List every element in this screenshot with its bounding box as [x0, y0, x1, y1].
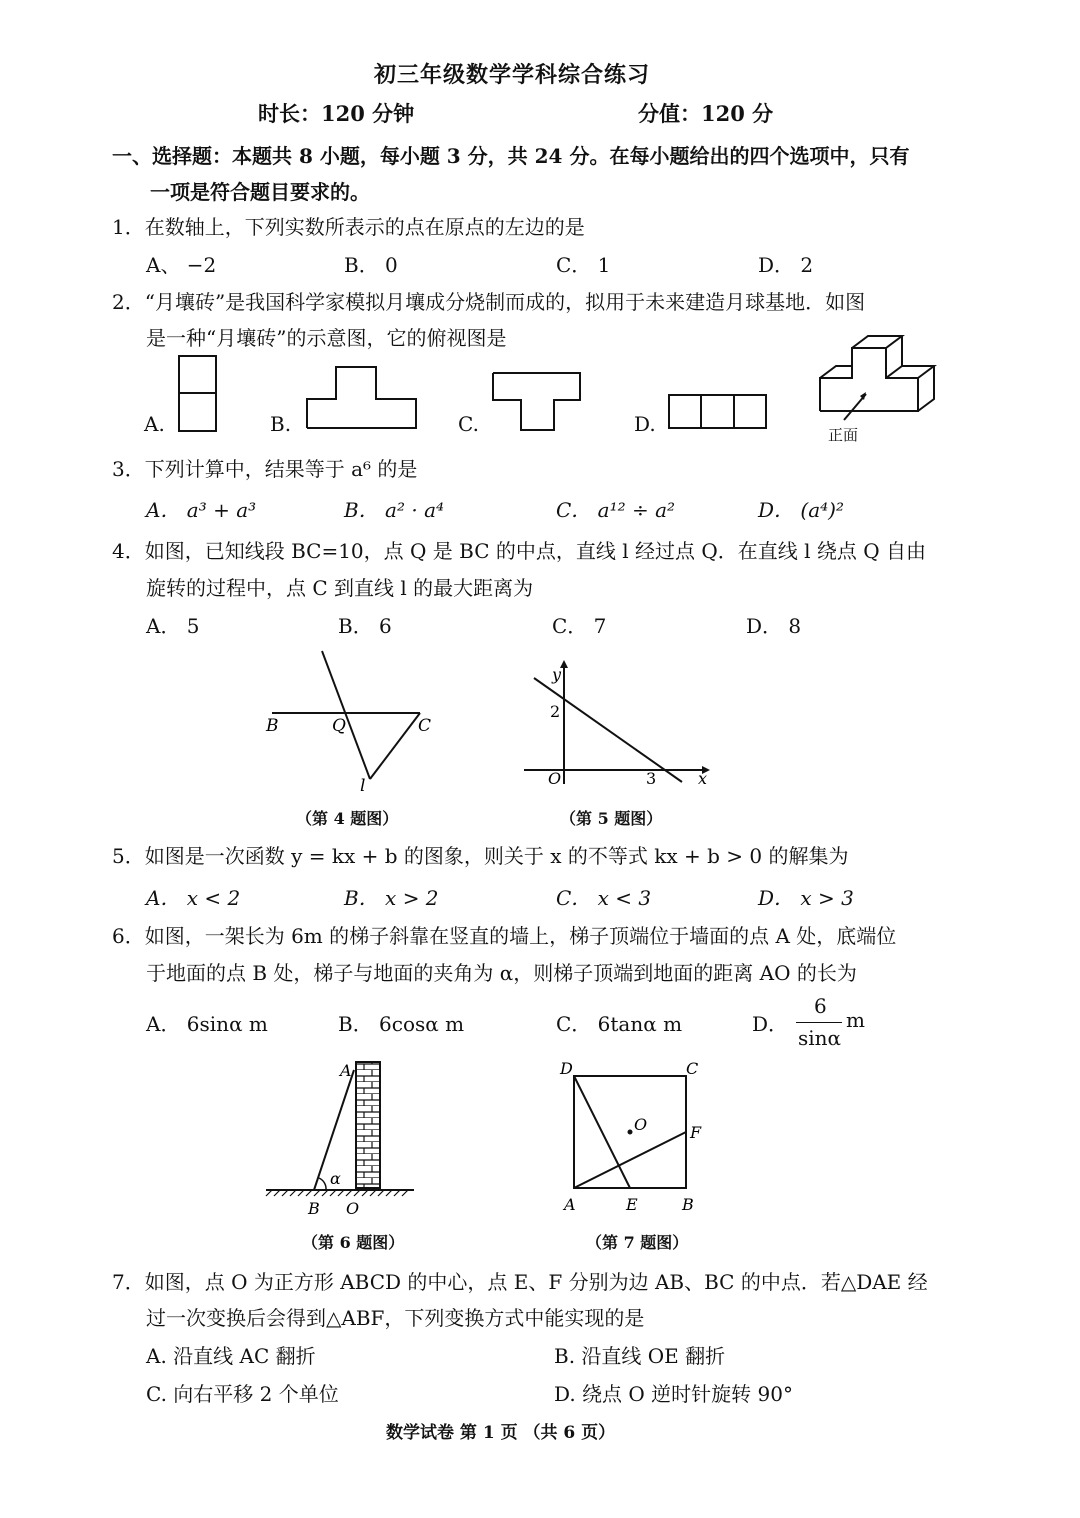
figure-6-label-alpha: α — [330, 1169, 341, 1188]
question-5-option-d: D． x > 3 — [758, 886, 854, 910]
figure-5 — [520, 660, 720, 790]
question-3-stem: 3．下列计算中，结果等于 a⁶ 的是 — [112, 457, 418, 481]
question-4-option-b: B． 6 — [338, 614, 392, 638]
figure-7-label-b: B — [682, 1195, 694, 1214]
question-1-option-a: A、 −2 — [146, 253, 217, 277]
figure-5-label-3: 3 — [646, 769, 657, 788]
question-5-option-b: B． x > 2 — [344, 886, 439, 910]
figure-4-label-b: B — [266, 716, 279, 736]
question-6-option-d-unit: m — [846, 1008, 865, 1032]
question-4-option-a: A． 5 — [146, 614, 200, 638]
question-1-option-c: C． 1 — [556, 253, 611, 277]
question-7-option-d: D. 绕点 O 逆时针旋转 90° — [554, 1382, 793, 1406]
question-6-line2: 于地面的点 B 处，梯子与地面的夹角为 α，则梯子顶端到地面的距离 AO 的长为 — [146, 961, 857, 985]
question-2-label-d: D. — [634, 412, 656, 436]
question-6-option-b: B． 6cosα m — [338, 1012, 465, 1036]
question-4-line1: 4．如图，已知线段 BC=10，点 Q 是 BC 的中点，直线 l 经过点 Q．在直线 l 绕点 Q 自由 — [112, 539, 926, 563]
exam-score: 分值：120 分 — [638, 101, 774, 126]
figure-4-caption: （第 4 题图） — [296, 809, 399, 828]
question-1-stem: 1．在数轴上，下列实数所表示的点在原点的左边的是 — [112, 215, 585, 239]
question-5-option-c: C． x < 3 — [556, 886, 652, 910]
question-1-option-b: B． 0 — [344, 253, 398, 277]
question-4-option-c: C． 7 — [552, 614, 607, 638]
question-2-figure-d — [668, 394, 768, 430]
figure-5-label-x: x — [698, 769, 708, 788]
question-2-label-c: C. — [458, 412, 479, 436]
figure-6-label-b: B — [308, 1199, 320, 1218]
figure-4 — [262, 645, 442, 795]
figure-7-label-a: A — [564, 1195, 576, 1214]
figure-6-label-a: A — [340, 1061, 352, 1080]
question-2-line1: 2．“月壤砖”是我国科学家模拟月壤成分烧制而成的，拟用于未来建造月球基地．如图 — [112, 290, 866, 314]
section-heading-line1: 一、选择题：本题共 8 小题，每小题 3 分，共 24 分。在每小题给出的四个选项中，只有 — [112, 144, 910, 168]
question-2-figure-a — [178, 355, 218, 433]
question-2-label-b: B. — [270, 412, 292, 436]
question-7-line1: 7．如图，点 O 为正方形 ABCD 的中心，点 E、F 分别为边 AB、BC 的中点．若△DAE 经 — [112, 1270, 928, 1294]
figure-5-caption: （第 5 题图） — [560, 809, 663, 828]
question-3-option-c: C． a¹² ÷ a² — [556, 498, 676, 522]
question-7-line2: 过一次变换后会得到△ABF，下列变换方式中能实现的是 — [146, 1306, 645, 1330]
page-footer: 数学试卷 第 1 页 （共 6 页） — [386, 1423, 616, 1443]
figure-7-label-c: C — [686, 1059, 699, 1078]
question-2-line2: 是一种“月壤砖”的示意图，它的俯视图是 — [146, 326, 507, 350]
question-3-option-b: B． a² · a⁴ — [344, 498, 445, 522]
figure-4-label-l: l — [360, 776, 366, 796]
question-5-stem: 5．如图是一次函数 y = kx + b 的图象，则关于 x 的不等式 kx + b > 0 的解集为 — [112, 844, 849, 868]
question-4-line2: 旋转的过程中，点 C 到直线 l 的最大距离为 — [146, 576, 534, 600]
front-view-label: 正面 — [828, 426, 859, 444]
question-2-label-a: A. — [144, 412, 165, 436]
figure-6-caption: （第 6 题图） — [302, 1233, 405, 1252]
question-5-option-a: A． x < 2 — [146, 886, 241, 910]
figure-5-label-y: y — [552, 665, 562, 684]
question-6-option-d-denominator: sinα — [798, 1026, 842, 1050]
question-3-option-a: A． a³ + a³ — [146, 498, 257, 522]
question-1-option-d: D． 2 — [758, 253, 814, 277]
figure-6-label-o: O — [346, 1199, 360, 1218]
section-heading-line2: 一项是符合题目要求的。 — [150, 180, 370, 204]
figure-4-label-c: C — [418, 716, 432, 736]
question-6-option-c: C． 6tanα m — [556, 1012, 683, 1036]
moon-brick-3d-figure — [816, 328, 942, 424]
question-4-option-d: D． 8 — [746, 614, 802, 638]
question-7-option-a: A. 沿直线 AC 翻折 — [146, 1344, 316, 1368]
question-6-option-d-fraction-bar — [796, 1022, 842, 1023]
figure-7 — [558, 1058, 718, 1218]
question-6-option-d-numerator: 6 — [814, 994, 827, 1018]
page-title: 初三年级数学学科综合练习 — [374, 62, 651, 88]
figure-5-label-o: O — [548, 769, 562, 788]
question-2-figure-c — [492, 372, 582, 434]
question-7-option-c: C. 向右平移 2 个单位 — [146, 1382, 339, 1406]
figure-4-label-q: Q — [332, 716, 346, 736]
question-6-line1: 6．如图，一架长为 6m 的梯子斜靠在竖直的墙上，梯子顶端位于墙面的点 A 处，底端位 — [112, 924, 897, 948]
figure-7-label-f: F — [690, 1123, 702, 1142]
question-6-option-d: D． — [752, 1012, 789, 1036]
question-2-figure-b — [306, 366, 418, 430]
figure-7-label-o: O — [634, 1115, 648, 1134]
figure-7-label-d: D — [560, 1059, 573, 1078]
figure-7-label-e: E — [626, 1195, 638, 1214]
question-6-option-a: A． 6sinα m — [146, 1012, 268, 1036]
question-7-option-b: B. 沿直线 OE 翻折 — [554, 1344, 726, 1368]
exam-duration: 时长：120 分钟 — [258, 101, 415, 126]
figure-6 — [264, 1058, 424, 1218]
question-3-option-d: D． (a⁴)² — [758, 498, 844, 522]
figure-5-label-2: 2 — [550, 702, 561, 721]
figure-7-caption: （第 7 题图） — [586, 1233, 689, 1252]
